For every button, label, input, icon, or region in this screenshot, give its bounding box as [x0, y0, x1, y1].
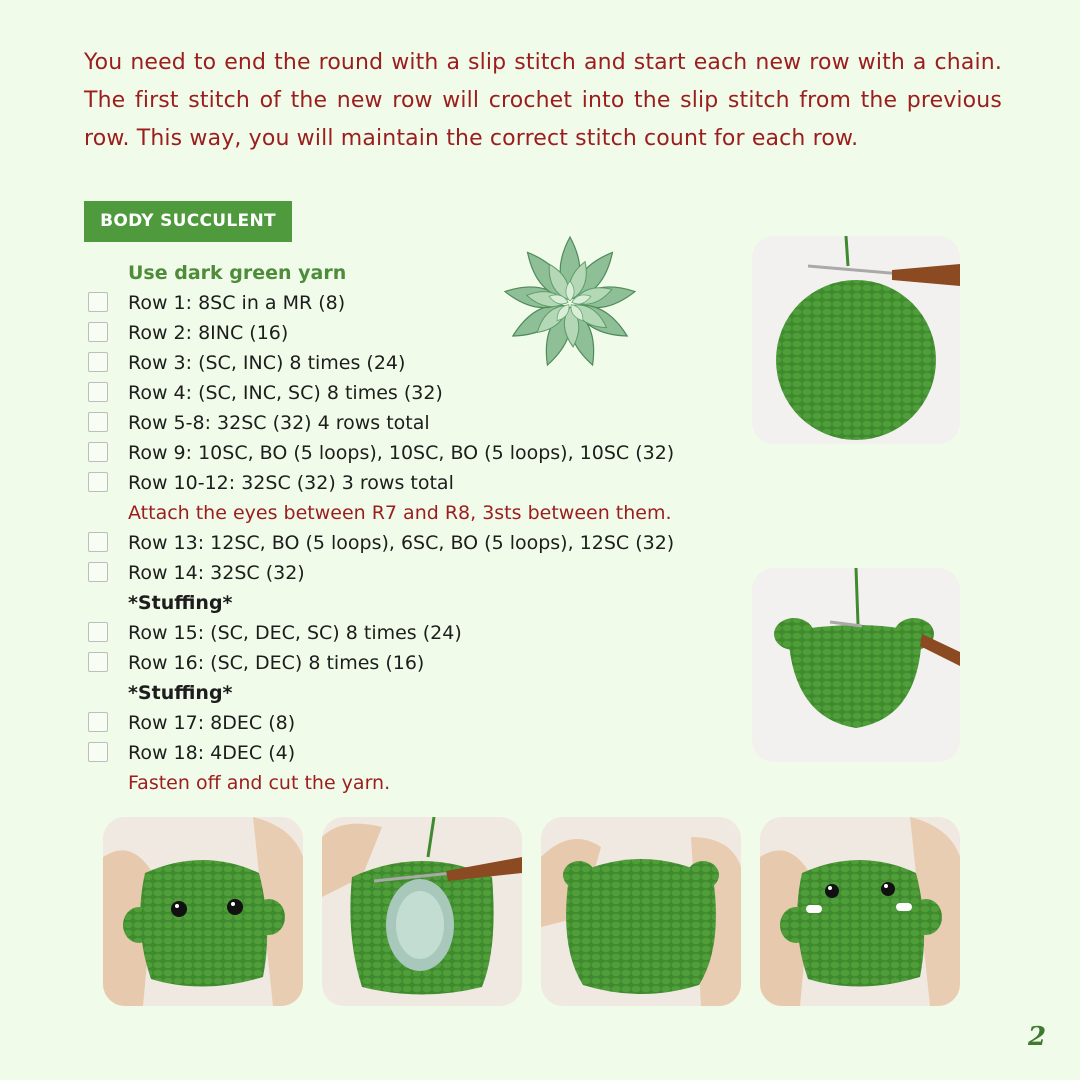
photo-round-base: [752, 236, 960, 444]
section-title-body-succulent: BODY SUCCULENT: [84, 201, 292, 242]
row-checkbox[interactable]: [88, 742, 108, 762]
row-checkbox[interactable]: [88, 292, 108, 312]
page-number: 2: [1028, 1022, 1047, 1052]
photo-body-with-ears: [752, 568, 960, 762]
pattern-list: [88, 258, 738, 798]
pattern-row-1: Row 1: 8SC in a MR (8): [88, 288, 738, 318]
row-checkbox[interactable]: [88, 532, 108, 552]
pattern-row-4: Row 4: (SC, INC, SC) 8 times (32): [88, 378, 738, 408]
pattern-row-17: Row 17: 8DEC (8): [88, 708, 738, 738]
succulent-illustration: [500, 233, 640, 373]
pattern-row-15: Row 15: (SC, DEC, SC) 8 times (24): [88, 618, 738, 648]
photo-body-back: [541, 817, 741, 1006]
photo-body-stuffing: [322, 817, 522, 1006]
stuffing-note-2: *Stuffing*: [128, 682, 233, 704]
photo-body-with-eyes: [103, 817, 303, 1006]
row-checkbox[interactable]: [88, 712, 108, 732]
row-checkbox[interactable]: [88, 652, 108, 672]
stuffing-note-1: *Stuffing*: [128, 592, 233, 614]
row-checkbox[interactable]: [88, 472, 108, 492]
pattern-row-14: Row 14: 32SC (32): [88, 558, 738, 588]
row-checkbox[interactable]: [88, 412, 108, 432]
pattern-row-9: Row 9: 10SC, BO (5 loops), 10SC, BO (5 loops), 10SC (32): [88, 438, 738, 468]
row-checkbox[interactable]: [88, 562, 108, 582]
yarn-note: Use dark green yarn: [128, 262, 347, 284]
pattern-row-3: Row 3: (SC, INC) 8 times (24): [88, 348, 738, 378]
pattern-row-18: Row 18: 4DEC (4): [88, 738, 738, 768]
pattern-row-16: Row 16: (SC, DEC) 8 times (16): [88, 648, 738, 678]
row-checkbox[interactable]: [88, 352, 108, 372]
row-checkbox[interactable]: [88, 382, 108, 402]
fasten-note: Fasten off and cut the yarn.: [128, 772, 391, 794]
intro-paragraph: You need to end the round with a slip stitch and start each new row with a chain. The first stitch of the new row will crochet into the slip stitch from the previous row. This way, you will maintain the correct stitch count for each row.: [84, 50, 1002, 151]
pattern-row-13: Row 13: 12SC, BO (5 loops), 6SC, BO (5 loops), 12SC (32): [88, 528, 738, 558]
eyes-note: Attach the eyes between R7 and R8, 3sts between them.: [128, 502, 672, 524]
row-checkbox[interactable]: [88, 622, 108, 642]
photo-body-with-cheeks: [760, 817, 960, 1006]
row-checkbox[interactable]: [88, 442, 108, 462]
pattern-row-2: Row 2: 8INC (16): [88, 318, 738, 348]
pattern-row-5-8: Row 5-8: 32SC (32) 4 rows total: [88, 408, 738, 438]
pattern-row-10-12: Row 10-12: 32SC (32) 3 rows total: [88, 468, 738, 498]
row-checkbox[interactable]: [88, 322, 108, 342]
